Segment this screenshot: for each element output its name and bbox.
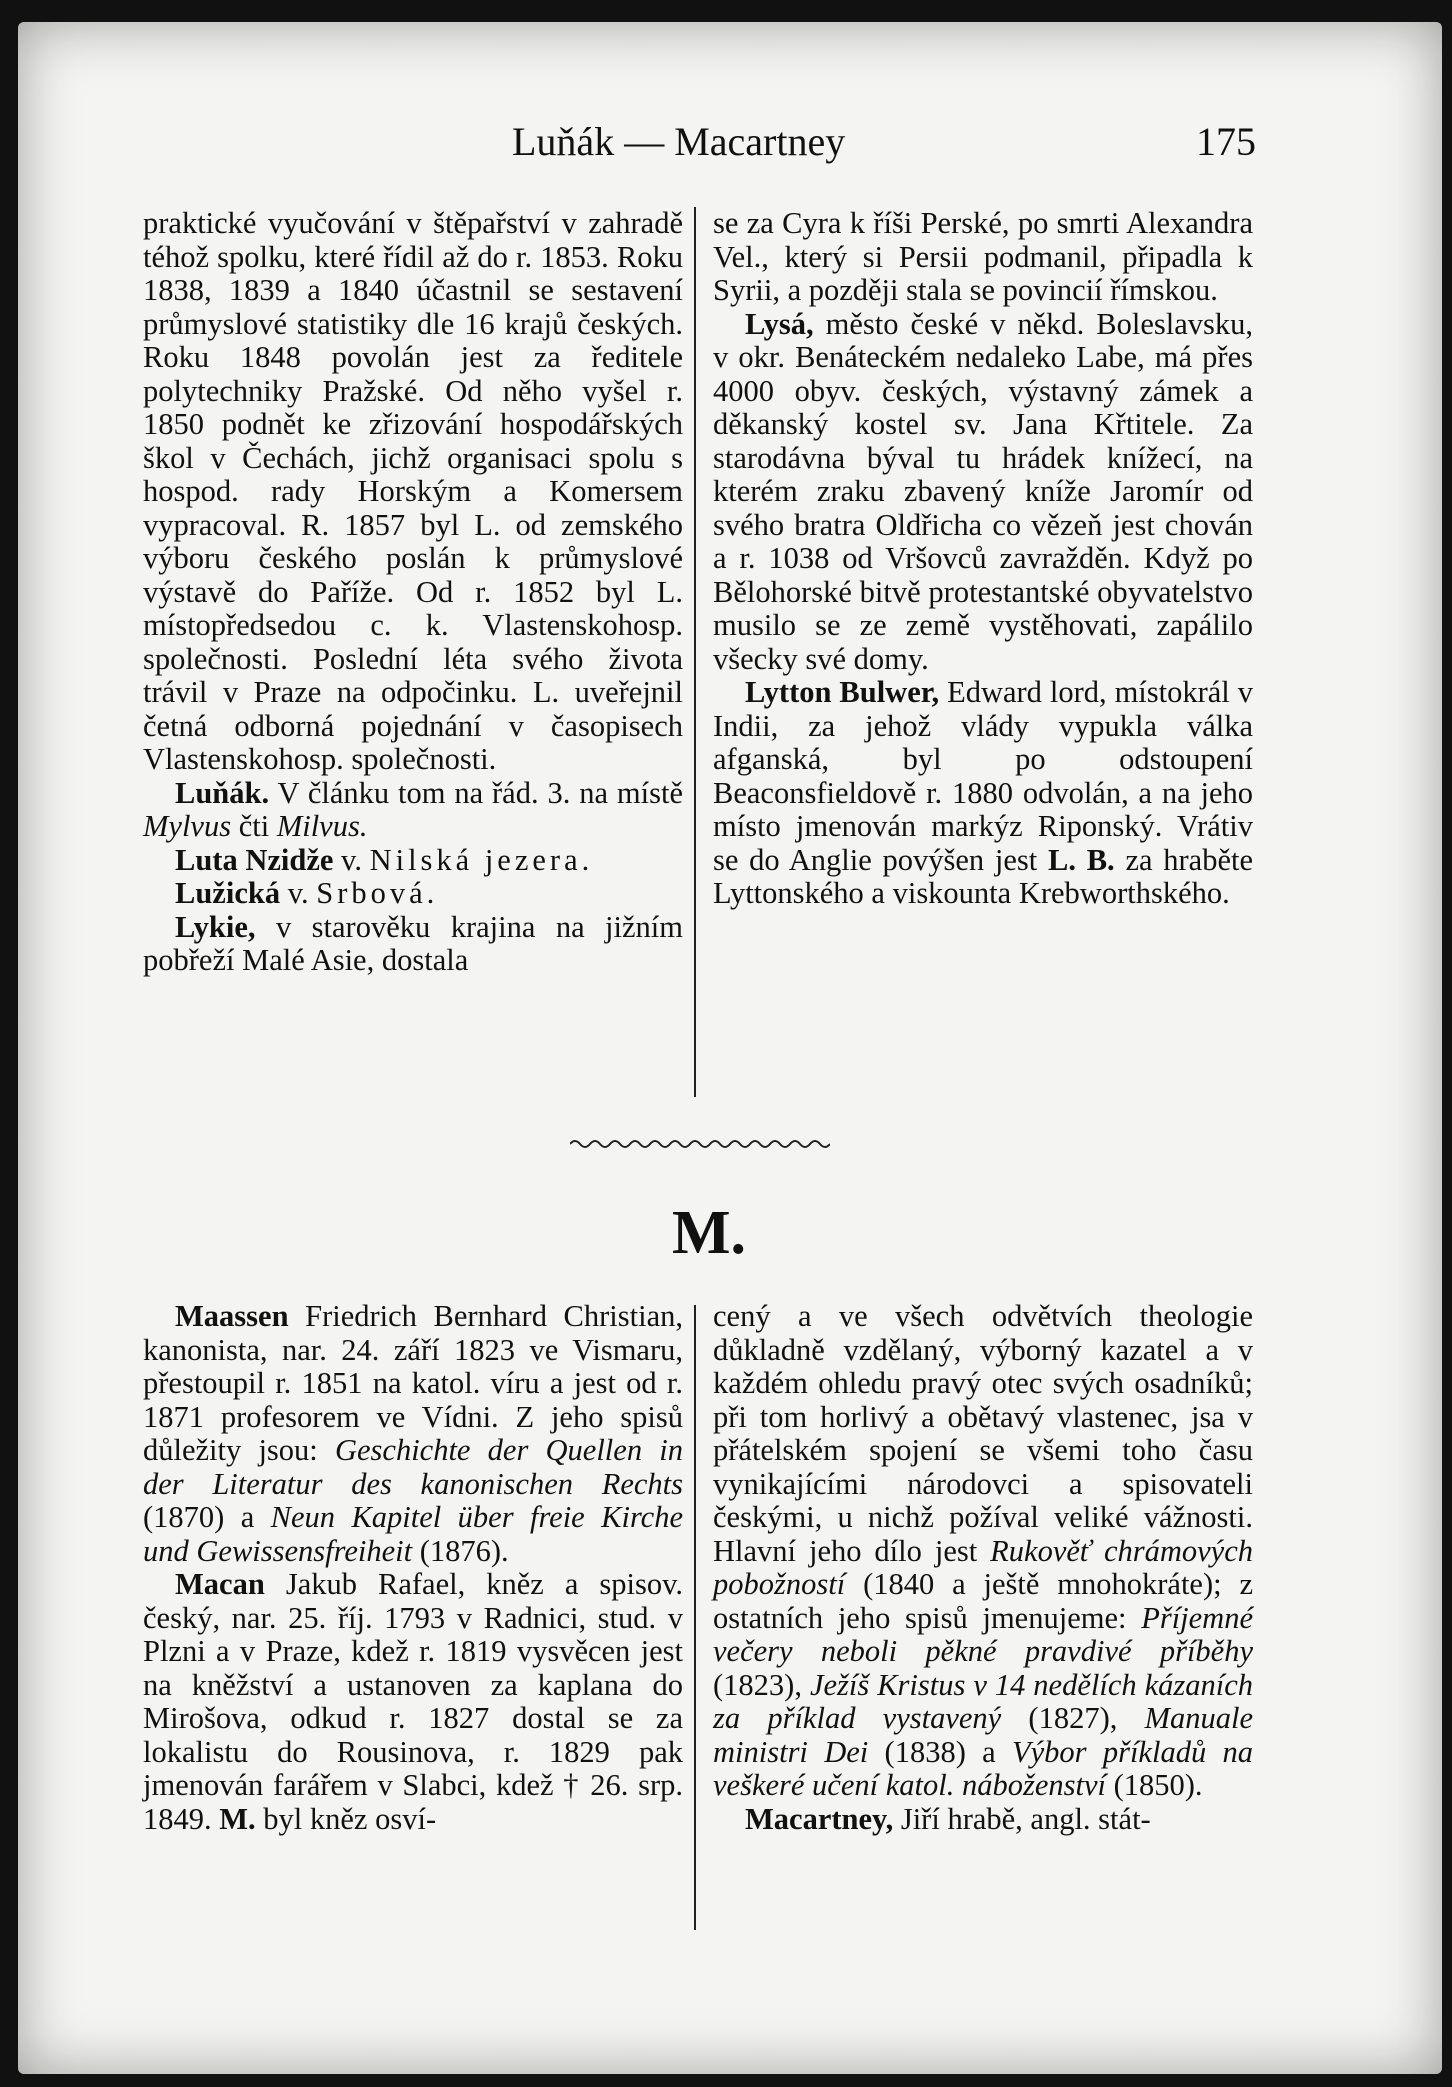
- page-number: 175: [1196, 119, 1256, 164]
- continued-paragraph: se za Cyra k říši Perské, po smrti Alexandra Vel., který si Persii podmanil, připadla k Syrii, a později stala se povincií římskou.: [713, 206, 1253, 307]
- entry-macartney: Macartney, Jiří hrabě, angl. stát-: [745, 1801, 1151, 1836]
- right-column-bottom: [713, 1300, 1253, 1836]
- entry-headword: Macan: [175, 1567, 265, 1601]
- entry-lunak: Luňák. V článku tom na řád. 3. na místě Mylvus čti Milvus.: [143, 775, 683, 843]
- entry-headword: Luňák.: [175, 775, 270, 810]
- section-letter: M.: [672, 1199, 747, 1267]
- entry-lysa: Lysá, město české v někd. Boleslavsku, v okr. Benáteckém nedaleko Labe, má přes 4000 obyv. českých, výstavný zámek a děkanský kostel sv. Jana Křtitele. Za starodávna býval tu hrádek knížecí, na kterém zraku zbavený kníže Jaromír od svého bratra Oldřicha co vězeň jest chován a r. 1038 od Vršovců zavražděn. Když po Bělohorské bitvě protestantské obyvatelstvo musilo se ze země vystěhovati, zapálilo všecky své domy.: [713, 306, 1254, 676]
- entry-headword: Luta Nzidže: [175, 842, 334, 877]
- entry-lytton-bulwer: Lytton Bulwer, Edward lord, místokrál v Indii, za jehož vlády vypukla válka afganská, byl po odstoupení Beaconsfieldově r. 1880 odvolán, a na jeho místo jmenován markýz Riponský. Vrátiv se do Anglie povýšen jest L. B. za hraběte Lyttonského a viskounta Krebworthského.: [713, 675, 1254, 910]
- entry-headword: Lykie,: [175, 909, 256, 944]
- continued-paragraph: praktické vyučování v štěpařství v zahradě téhož spolku, které řídil až do r. 1853. Roku 1838, 1839 a 1840 účastnil se sestavení průmyslové statistiky dle 16 krajů českých. Roku 1848 povolán jest za ředitele polytechniky Pražské. Od něho vyšel r. 1850 podnět ke zřizování hospodářských škol v Čechách, jichž organisaci spolu s hospod. rady Horským a Komersem vypracoval. R. 1857 byl L. od zemského výboru českého poslán k průmyslové výstavě do Paříže. Od r. 1852 byl L. místopředsedou c. k. Vlastenskohosp. společnosti. Poslední léta svého života trávil v Praze na odpočinku. L. uveřejnil četná odborná pojednání v časopisech Vlastenskohosp. společnosti.: [143, 206, 683, 776]
- entry-headword: Lysá,: [745, 306, 814, 341]
- entry-headword: Maassen: [175, 1299, 289, 1333]
- right-column-top: [713, 207, 1253, 911]
- column-divider-bottom: [694, 1305, 696, 1930]
- page-header: [0, 118, 1452, 178]
- entry-headword: Lužická: [175, 876, 281, 910]
- column-divider-top: [694, 207, 696, 1097]
- section-ornament: [570, 1138, 830, 1150]
- entry-lykie: Lykie, v starověku krajina na jižním pobřeží Malé Asie, dostala: [143, 909, 683, 977]
- entry-maassen: Maassen Friedrich Bernhard Christian, kanonista, nar. 24. září 1823 ve Vismaru, přestoupil r. 1851 na katol. víru a jest od r. 1871 profesorem ve Vídni. Z jeho spisů důležity jsou: Geschichte der Quellen in der Literatur des kanonischen Rechts (1870) a Neun Kapitel über freie Kirche und Gewissensfreiheit (1876).: [143, 1299, 684, 1568]
- left-column-top: [143, 207, 683, 978]
- entry-luta-nzidze: Luta Nzidže v. Nilská jezera.: [175, 842, 594, 877]
- left-column-bottom: [143, 1300, 683, 1836]
- entry-headword: Lytton Bulwer,: [745, 675, 940, 709]
- entry-headword: Macartney,: [745, 1801, 894, 1836]
- entry-macan: Macan Jakub Rafael, kněz a spisov. český, nar. 25. říj. 1793 v Radnici, stud. v Plzni a v Praze, kdež r. 1819 vysvěcen jest na kněžství a ustanoven za kaplana do Mirošova, odkud r. 1827 dostal se za lokalistu do Rousinova, r. 1829 pak jmenován farářem v Slabci, kdež † 26. srp. 1849. M. byl kněz osví-: [143, 1567, 684, 1836]
- entry-luzicka: Lužická v. Srbová.: [175, 876, 439, 910]
- running-title: Luňák — Macartney: [512, 119, 846, 164]
- continued-paragraph: cený a ve všech odvětvích theologie důkladně vzdělaný, výborný kazatel a v každém ohledu pravý otec svých osadníků; při tom horlivý a obětavý vlastenec, jsa v přátelském spojení se všemi toho času vynikajícími národovci a spisovateli českými, u nichž požíval veliké vážnosti. Hlavní jeho dílo jest Rukověť chrámových pobožností (1840 a ještě mnohokráte); z ostatních jeho spisů jmenujeme: Příjemné večery neboli pěkné pravdivé příběhy (1823), Ježíš Kristus v 14 nedělích kázaních za příklad vystavený (1827), Manuale ministri Dei (1838) a Výbor příkladů na veškeré učení katol. náboženství (1850).: [713, 1299, 1254, 1802]
